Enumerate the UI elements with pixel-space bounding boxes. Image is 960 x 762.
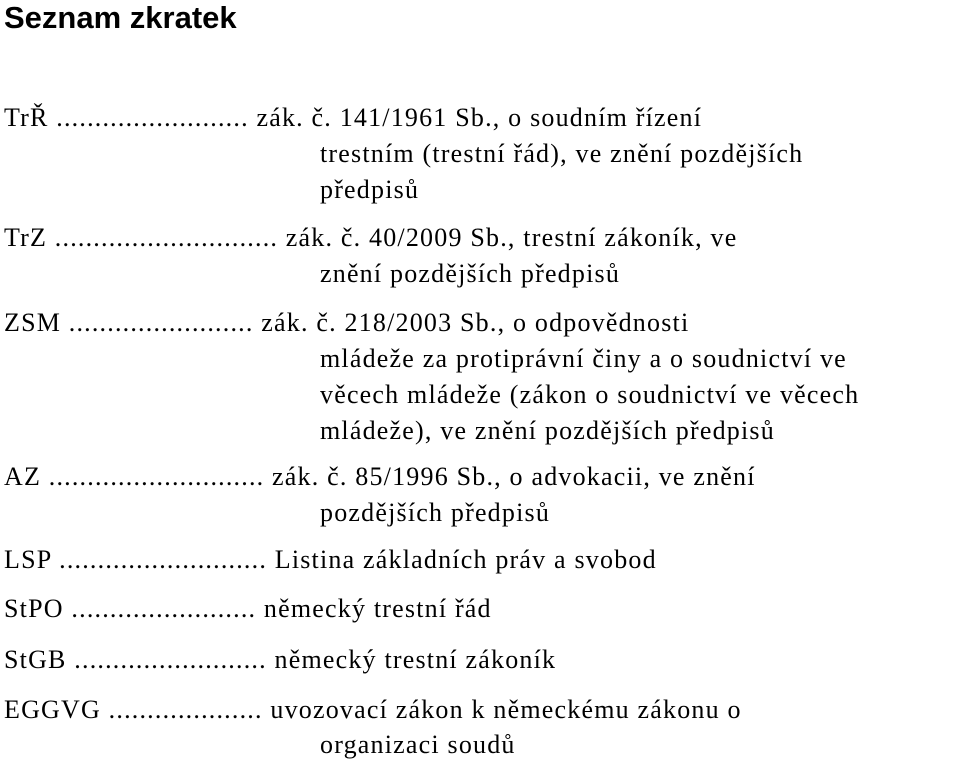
- entry-az-line-2: pozdějších předpisů: [320, 498, 551, 527]
- entry-trr-line-3: předpisů: [320, 175, 420, 204]
- entry-zsm-line-4: mládeže), ve znění pozdějších předpisů: [320, 416, 775, 445]
- entry-trr-line-1: TrŘ ......................... zák. č. 141/1961 Sb., o soudním řízení: [4, 103, 703, 132]
- entry-zsm-line-3: věcech mládeže (zákon o soudnictví ve věcech: [320, 380, 860, 409]
- entry-zsm-line-2: mládeže za protiprávní činy a o soudnictví ve: [320, 344, 847, 373]
- entry-stgb-line-1: StGB ......................... německý trestní zákoník: [4, 645, 557, 674]
- entry-trz-line-1: TrZ ............................. zák. č. 40/2009 Sb., trestní zákoník, ve: [4, 223, 738, 252]
- entry-zsm-line-1: ZSM ........................ zák. č. 218/2003 Sb., o odpovědnosti: [4, 308, 690, 337]
- entry-eggvg-line-2: organizaci soudů: [320, 730, 516, 759]
- entry-eggvg-line-1: EGGVG .................... uvozovací zákon k německému zákonu o: [4, 695, 742, 724]
- entry-az-line-1: AZ ............................ zák. č. 85/1996 Sb., o advokacii, ve znění: [4, 462, 756, 491]
- entry-trz-line-2: znění pozdějších předpisů: [320, 259, 621, 288]
- entry-lsp-line-1: LSP ........................... Listina základních práv a svobod: [4, 545, 657, 574]
- entry-stpo-line-1: StPO ........................ německý trestní řád: [4, 594, 492, 623]
- page-title: Seznam zkratek: [4, 0, 237, 35]
- entry-trr-line-2: trestním (trestní řád), ve znění pozdějších: [320, 139, 804, 168]
